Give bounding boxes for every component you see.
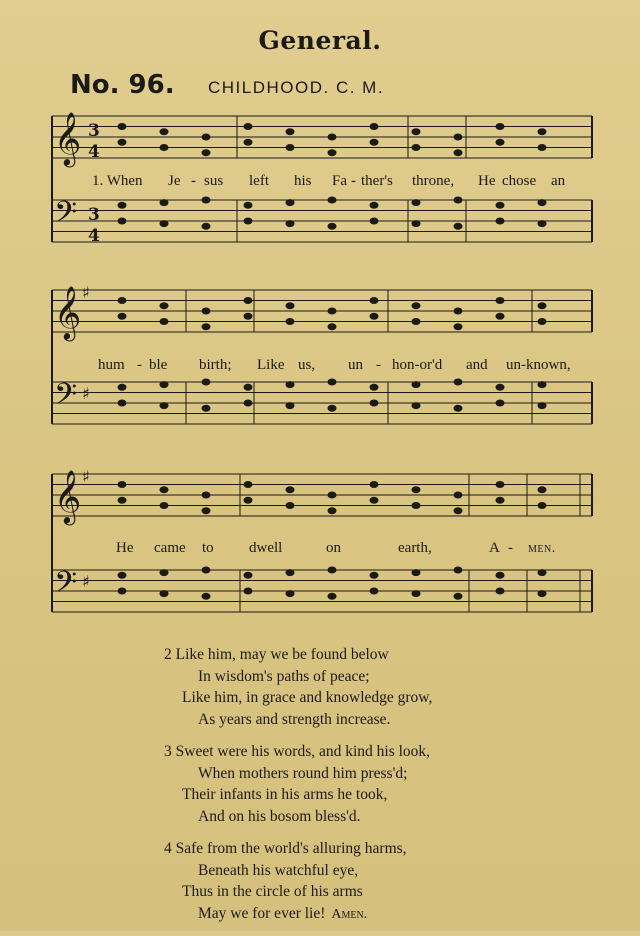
note-head <box>454 323 463 330</box>
note-head <box>244 313 253 320</box>
hymn-title: CHILDHOOD. C. M. <box>208 78 385 97</box>
verse-line: Beneath his watchful eye, <box>198 861 359 879</box>
key-signature-sharp-icon: ♯ <box>82 283 90 302</box>
key-signature-sharp-icon: ♯ <box>82 384 90 403</box>
note-head <box>118 202 127 209</box>
lyric-syllable: Fa <box>332 173 347 189</box>
lyric-syllable: - <box>508 540 513 556</box>
note-head <box>244 384 253 391</box>
note-head <box>412 486 421 493</box>
note-head <box>160 590 169 597</box>
note-head <box>244 297 253 304</box>
note-head <box>328 323 337 330</box>
note-head <box>496 202 505 209</box>
bass-clef-icon: 𝄢 <box>54 378 78 419</box>
note-head <box>328 507 337 514</box>
amen-text: Amen. <box>331 906 368 922</box>
lyric-syllable: chose <box>502 173 537 189</box>
note-head <box>202 223 211 230</box>
note-head <box>328 492 337 499</box>
note-head <box>538 486 547 493</box>
note-head <box>496 139 505 146</box>
note-head <box>286 199 295 206</box>
lyric-syllable: on <box>326 540 341 556</box>
verse-line: Like him, in grace and knowledge grow, <box>182 689 433 706</box>
verse-line <box>164 741 432 763</box>
note-head <box>286 402 295 409</box>
note-head <box>412 144 421 151</box>
note-head <box>244 123 253 130</box>
lyric-syllable: ther's <box>361 173 393 189</box>
note-head <box>496 572 505 579</box>
lyric-syllable: un-known, <box>506 357 571 373</box>
note-head <box>328 308 337 315</box>
verse-text: Safe from the world's alluring harms, <box>175 840 407 857</box>
note-head <box>286 381 295 388</box>
note-head <box>202 134 211 141</box>
lyric-syllable: sus <box>204 173 224 189</box>
note-head <box>118 123 127 130</box>
note-head <box>202 149 211 156</box>
verse-line: And on his bosom bless'd. <box>198 807 361 825</box>
lyric-syllable: - <box>351 173 356 189</box>
note-head <box>160 402 169 409</box>
note-head <box>118 497 127 504</box>
note-head <box>160 486 169 493</box>
note-head <box>538 128 547 135</box>
verse-line: When mothers round him press'd; <box>198 764 408 782</box>
verse-number: 4 <box>164 840 172 857</box>
note-head <box>370 384 379 391</box>
note-head <box>454 405 463 412</box>
note-head <box>160 318 169 325</box>
lyric-syllable: ble <box>149 357 168 373</box>
note-head <box>118 313 127 320</box>
note-head <box>454 134 463 141</box>
note-head <box>454 197 463 204</box>
note-head <box>160 128 169 135</box>
note-head <box>160 220 169 227</box>
verse-line: Their infants in his arms he took, <box>182 786 388 803</box>
note-head <box>244 588 253 595</box>
note-head <box>412 402 421 409</box>
verse-text: May we for ever lie! <box>198 904 326 922</box>
note-head <box>286 144 295 151</box>
note-head <box>286 128 295 135</box>
note-head <box>454 379 463 386</box>
note-head <box>370 313 379 320</box>
lyric-syllable: to <box>202 540 214 556</box>
note-head <box>118 572 127 579</box>
time-signature-icon: 3 <box>88 121 100 141</box>
note-head <box>328 149 337 156</box>
verse-4 <box>164 838 432 925</box>
note-head <box>370 218 379 225</box>
note-head <box>538 199 547 206</box>
note-head <box>160 502 169 509</box>
lyric-syllable: Like <box>257 357 285 373</box>
note-head <box>370 588 379 595</box>
note-head <box>538 502 547 509</box>
note-head <box>286 590 295 597</box>
note-head <box>286 502 295 509</box>
note-head <box>412 590 421 597</box>
note-head <box>328 405 337 412</box>
note-head <box>202 492 211 499</box>
note-head <box>244 218 253 225</box>
note-head <box>160 381 169 388</box>
note-head <box>202 593 211 600</box>
note-head <box>328 593 337 600</box>
note-head <box>538 402 547 409</box>
note-head <box>244 202 253 209</box>
note-head <box>538 220 547 227</box>
lyric-syllable <box>528 540 556 557</box>
lyric-syllable: A <box>489 540 500 556</box>
note-head <box>496 481 505 488</box>
note-head <box>244 497 253 504</box>
note-head <box>202 405 211 412</box>
note-head <box>328 197 337 204</box>
note-head <box>370 202 379 209</box>
note-head <box>370 139 379 146</box>
lyric-syllable: hum <box>98 357 125 373</box>
note-head <box>496 588 505 595</box>
verse-line: As years and strength increase. <box>198 710 391 728</box>
lyric-syllable: un <box>348 357 363 373</box>
note-head <box>202 197 211 204</box>
lyric-syllable: throne, <box>412 173 455 189</box>
note-head <box>370 572 379 579</box>
note-head <box>202 507 211 514</box>
note-head <box>118 384 127 391</box>
note-head <box>160 144 169 151</box>
note-head <box>328 223 337 230</box>
note-head <box>286 220 295 227</box>
note-head <box>454 149 463 156</box>
amen-text: men. <box>528 541 556 556</box>
note-head <box>370 481 379 488</box>
verse-text: Like him, may we be found below <box>175 646 389 663</box>
verse-line <box>164 644 432 666</box>
note-head <box>454 492 463 499</box>
lyric-syllable: 1. When <box>92 173 143 189</box>
note-head <box>538 569 547 576</box>
note-head <box>286 302 295 309</box>
key-signature-sharp-icon: ♯ <box>82 467 90 486</box>
note-head <box>412 318 421 325</box>
note-head <box>370 123 379 130</box>
note-head <box>412 502 421 509</box>
treble-clef-icon: 𝄞 <box>54 285 82 339</box>
note-head <box>244 481 253 488</box>
lyric-syllable: He <box>478 173 496 189</box>
lyric-syllable: - <box>376 357 381 373</box>
note-head <box>454 308 463 315</box>
note-head <box>496 218 505 225</box>
note-head <box>202 323 211 330</box>
note-head <box>328 567 337 574</box>
note-head <box>244 400 253 407</box>
hymn-number: No. 96. <box>70 70 175 100</box>
lyric-syllable: Je <box>168 173 181 189</box>
note-head <box>328 379 337 386</box>
note-head <box>496 313 505 320</box>
note-head <box>412 381 421 388</box>
bass-clef-icon: 𝄢 <box>54 566 78 607</box>
note-head <box>286 569 295 576</box>
verse-2 <box>164 644 432 730</box>
note-head <box>202 567 211 574</box>
note-head <box>538 302 547 309</box>
note-head <box>160 199 169 206</box>
note-head <box>118 588 127 595</box>
verse-line <box>164 903 432 926</box>
note-head <box>370 497 379 504</box>
note-head <box>118 297 127 304</box>
note-head <box>286 318 295 325</box>
note-head <box>118 139 127 146</box>
lyric-syllable: - <box>191 173 196 189</box>
note-head <box>454 567 463 574</box>
note-head <box>412 569 421 576</box>
verse-number: 2 <box>164 646 172 663</box>
note-head <box>454 593 463 600</box>
note-head <box>118 400 127 407</box>
verses-block <box>164 644 432 936</box>
bass-clef-icon: 𝄢 <box>54 196 78 237</box>
time-signature-icon: 4 <box>88 142 100 162</box>
note-head <box>538 144 547 151</box>
lyric-syllable: came <box>154 540 186 556</box>
note-head <box>538 590 547 597</box>
treble-clef-icon: 𝄞 <box>54 111 82 165</box>
lyric-syllable: birth; <box>199 357 232 373</box>
note-head <box>496 400 505 407</box>
lyric-syllable: dwell <box>249 540 283 556</box>
verse-line: In wisdom's paths of peace; <box>198 667 370 685</box>
note-head <box>412 128 421 135</box>
lyric-syllable: his <box>294 173 312 189</box>
note-head <box>538 381 547 388</box>
note-head <box>202 308 211 315</box>
note-head <box>202 379 211 386</box>
note-head <box>454 223 463 230</box>
verse-number: 3 <box>164 743 172 760</box>
lyric-syllable: - <box>137 357 142 373</box>
note-head <box>412 302 421 309</box>
time-signature-icon: 3 <box>88 205 100 225</box>
note-head <box>286 486 295 493</box>
note-head <box>160 302 169 309</box>
note-head <box>412 220 421 227</box>
verse-3 <box>164 741 432 827</box>
note-head <box>328 134 337 141</box>
time-signature-icon: 4 <box>88 226 100 246</box>
verse-text: Sweet were his words, and kind his look, <box>175 743 431 760</box>
note-head <box>118 481 127 488</box>
note-head <box>454 507 463 514</box>
lyric-syllable: an <box>551 173 566 189</box>
note-head <box>244 572 253 579</box>
lyric-syllable: left <box>249 173 269 189</box>
treble-clef-icon: 𝄞 <box>54 469 82 523</box>
note-head <box>244 139 253 146</box>
lyric-syllable: and <box>466 357 488 373</box>
lyric-syllable: hon-or'd <box>392 357 443 373</box>
note-head <box>370 400 379 407</box>
note-head <box>370 297 379 304</box>
note-head <box>538 318 547 325</box>
note-head <box>496 497 505 504</box>
note-head <box>496 297 505 304</box>
lyric-syllable: us, <box>298 357 316 373</box>
note-head <box>496 384 505 391</box>
section-heading: General. <box>258 26 382 55</box>
verse-line <box>164 838 432 860</box>
note-head <box>412 199 421 206</box>
note-head <box>496 123 505 130</box>
key-signature-sharp-icon: ♯ <box>82 572 90 591</box>
note-head <box>160 569 169 576</box>
lyric-syllable: He <box>116 540 134 556</box>
lyric-syllable: earth, <box>398 540 432 556</box>
verse-line: Thus in the circle of his arms <box>182 883 363 900</box>
note-head <box>118 218 127 225</box>
